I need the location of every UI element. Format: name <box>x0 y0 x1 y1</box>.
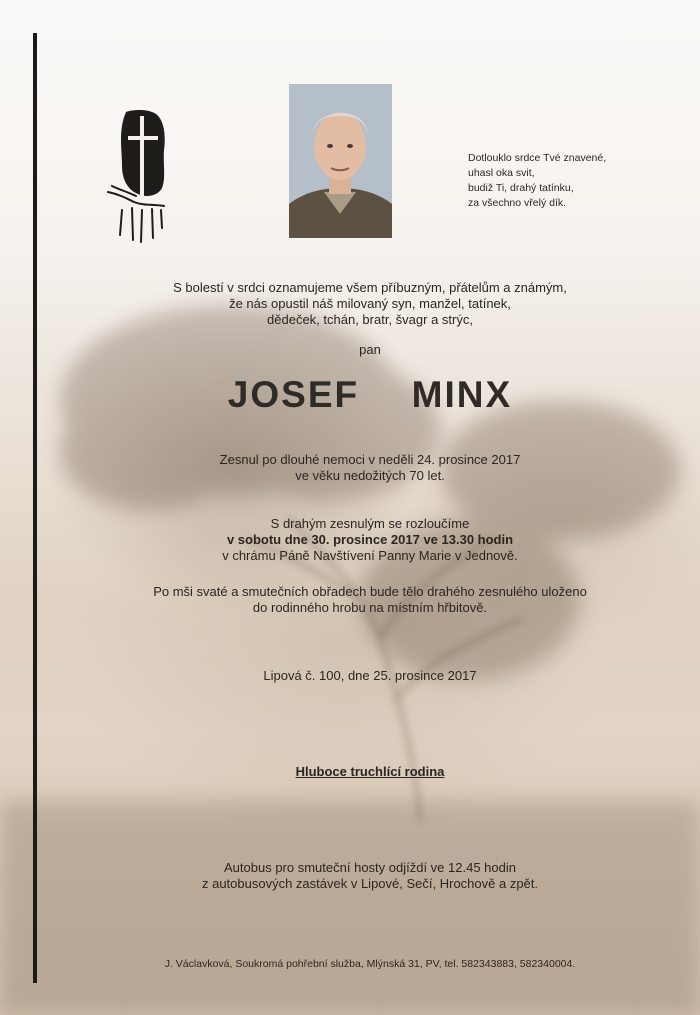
left-vertical-rule <box>33 33 37 983</box>
salutation: pan <box>359 342 381 357</box>
death-notice <box>40 452 700 484</box>
portrait-photo <box>289 84 392 238</box>
poem-line: za všechno vřelý dík. <box>468 197 567 209</box>
poem-line: Dotlouklo srdce Tvé znavené, <box>468 152 607 164</box>
funeral-date-time: v sobotu dne 30. prosince 2017 ve 13.30 hodin <box>226 532 514 547</box>
family-signature <box>40 764 700 779</box>
death-line: Zesnul po dlouhé nemoci v neděli 24. prosince 2017 <box>219 452 521 467</box>
intro-line: S bolestí v srdci oznamujeme všem příbuzným, přátelům a známým, <box>173 280 567 295</box>
place-and-date: Lipová č. 100, dne 25. prosince 2017 <box>263 668 477 683</box>
death-line: ve věku nedožitých 70 let. <box>295 468 445 483</box>
funeral-venue: v chrámu Páně Navštívení Panny Marie v Jednově. <box>222 548 518 563</box>
burial-line: Po mši svaté a smutečních obřadech bude tělo drahého zesnulého uloženo <box>153 584 587 599</box>
bus-information <box>40 860 700 892</box>
funeral-line: S drahým zesnulým se rozloučíme <box>270 516 470 531</box>
poem-verse <box>468 151 683 211</box>
cross-with-thorns-icon <box>104 110 174 245</box>
intro-line: že nás opustil náš milovaný syn, manžel, tatínek, <box>229 296 511 311</box>
deceased-name: JOSEF MINX <box>227 374 513 415</box>
announcement-intro <box>40 280 700 328</box>
intro-line: dědeček, tchán, bratr, švagr a strýc, <box>267 312 473 327</box>
burial-details <box>40 584 700 616</box>
family-signature-text: Hluboce truchlící rodina <box>295 764 445 779</box>
bus-line: Autobus pro smuteční hosty odjíždí ve 12.45 hodin <box>224 860 516 875</box>
burial-line: do rodinného hrobu na místním hřbitově. <box>252 600 488 615</box>
poem-line: uhasl oka svit, <box>468 167 535 179</box>
funeral-service-footer: J. Václavková, Soukromá pohřební služba, Mlýnská 31, PV, tel. 582343883, 582340004. <box>164 958 576 970</box>
poem-line: budiž Ti, drahý tatínku, <box>468 182 574 194</box>
bus-line: z autobusových zastávek v Lipové, Sečí, Hrochově a zpět. <box>201 876 538 891</box>
funeral-details <box>40 516 700 564</box>
